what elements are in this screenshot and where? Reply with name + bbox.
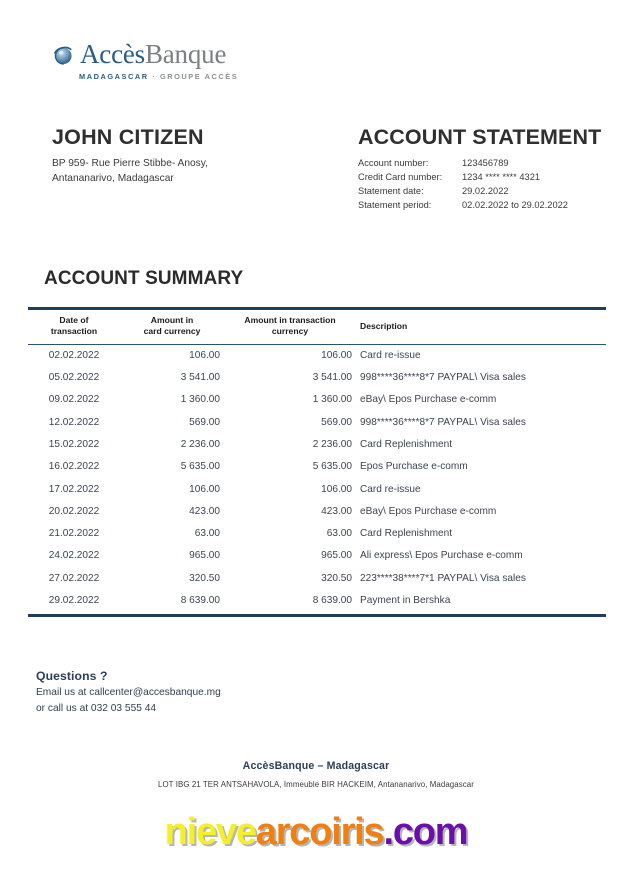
statement-field-statement-date	[358, 184, 608, 198]
field-label: Statement period:	[358, 200, 432, 211]
column-header-card-line1: Amount in	[150, 315, 194, 325]
logo-row	[52, 41, 238, 68]
questions-email-line: Email us at callcenter@accesbanque.mg	[36, 686, 221, 698]
cell-card-amount: 3 541.00	[180, 372, 220, 384]
table-row	[28, 501, 606, 523]
cell-description: Epos Purchase e-comm	[360, 461, 468, 473]
cell-card-amount: 569.00	[189, 416, 220, 428]
logo-wordmark	[80, 41, 226, 68]
questions-block	[36, 669, 221, 716]
logo-subtitle-country: MADAGASCAR	[79, 72, 149, 81]
cell-date: 16.02.2022	[48, 461, 100, 473]
cell-txn-amount: 63.00	[326, 528, 352, 540]
field-value: 123456789	[462, 157, 509, 168]
cell-date: 15.02.2022	[48, 438, 100, 450]
watermark-part-2: arcoiris	[255, 811, 384, 853]
statement-field-credit-card-number	[358, 170, 608, 184]
cell-date: 29.02.2022	[48, 595, 100, 607]
customer-name: JOHN CITIZEN	[52, 125, 204, 149]
logo-subtitle-separator: ·	[152, 72, 157, 81]
logo-subtitle-group: GROUPE ACCÈS	[159, 72, 239, 81]
field-value: 02.02.2022 to 29.02.2022	[462, 200, 568, 211]
cell-date: 21.02.2022	[48, 528, 100, 540]
table-row	[28, 523, 606, 545]
cell-txn-amount: 106.00	[321, 349, 352, 361]
cell-description: Card re-issue	[360, 483, 421, 495]
questions-title: Questions ?	[36, 669, 108, 683]
cell-description: 998****36****8*7 PAYPAL\ Visa sales	[360, 416, 526, 428]
table-row	[28, 367, 606, 389]
cell-txn-amount: 423.00	[321, 505, 352, 517]
field-label: Credit Card number:	[358, 171, 443, 182]
column-header-txn-line1: Amount in transaction	[244, 315, 336, 325]
cell-txn-amount: 106.00	[321, 483, 352, 495]
cell-txn-amount: 320.50	[321, 572, 352, 584]
table-row	[28, 389, 606, 411]
cell-card-amount: 423.00	[189, 505, 220, 517]
transactions-table-wrapper	[28, 307, 606, 617]
table-row	[28, 545, 606, 567]
cell-description: eBay\ Epos Purchase e-comm	[360, 505, 497, 517]
field-value: 29.02.2022	[462, 185, 509, 196]
statement-fields	[358, 156, 608, 213]
customer-address-line-1: BP 959- Rue Pierre Stibbe- Anosy,	[52, 157, 208, 169]
statement-title: ACCOUNT STATEMENT	[358, 125, 602, 149]
cell-card-amount: 5 635.00	[180, 461, 220, 473]
column-header-transaction-currency	[224, 309, 356, 345]
column-header-date	[28, 309, 120, 345]
globe-icon	[52, 44, 75, 67]
customer-block	[52, 126, 342, 186]
transactions-table	[28, 307, 606, 612]
cell-date: 02.02.2022	[48, 349, 100, 361]
cell-date: 17.02.2022	[48, 483, 100, 495]
customer-address-line-2: Antananarivo, Madagascar	[52, 172, 174, 184]
column-header-txn-line2: currency	[271, 326, 309, 337]
table-row	[28, 590, 606, 612]
cell-txn-amount: 5 635.00	[312, 461, 352, 473]
column-header-card-line2: card currency	[143, 326, 201, 337]
table-row	[28, 344, 606, 367]
bank-logo	[52, 41, 238, 81]
column-header-description: Description	[360, 320, 408, 331]
cell-date: 09.02.2022	[48, 394, 100, 406]
cell-card-amount: 106.00	[189, 349, 220, 361]
field-label: Statement date:	[358, 185, 424, 196]
table-row	[28, 412, 606, 434]
cell-description: Payment in Bershka	[360, 595, 451, 607]
statement-field-account-number	[358, 156, 608, 170]
table-row	[28, 478, 606, 500]
cell-txn-amount: 2 236.00	[312, 438, 352, 450]
questions-phone-line: or call us at 032 03 555 44	[36, 702, 157, 714]
cell-date: 05.02.2022	[48, 372, 100, 384]
column-header-date-line2: transaction	[50, 326, 98, 337]
cell-description: eBay\ Epos Purchase e-comm	[360, 394, 497, 406]
account-summary-heading: ACCOUNT SUMMARY	[44, 268, 244, 289]
table-bottom-rule	[28, 614, 606, 617]
cell-card-amount: 1 360.00	[180, 394, 220, 406]
statement-block	[358, 126, 608, 212]
column-header-date-line1: Date of	[59, 315, 89, 325]
cell-date: 24.02.2022	[48, 550, 100, 562]
cell-description: Card re-issue	[360, 349, 421, 361]
cell-txn-amount: 569.00	[321, 416, 352, 428]
logo-word-acces: Accès	[80, 39, 145, 69]
cell-description: 998****36****8*7 PAYPAL\ Visa sales	[360, 372, 526, 384]
cell-txn-amount: 8 639.00	[312, 595, 352, 607]
table-body	[28, 344, 606, 612]
watermark-part-1: nieve	[164, 811, 256, 853]
table-row	[28, 456, 606, 478]
footer-bank-name: AccèsBanque – Madagascar	[242, 760, 390, 772]
cell-description: 223****38****7*1 PAYPAL\ Visa sales	[360, 572, 526, 584]
cell-txn-amount: 965.00	[321, 550, 352, 562]
logo-word-banque: Banque	[144, 39, 227, 69]
cell-card-amount: 320.50	[189, 572, 220, 584]
cell-date: 12.02.2022	[48, 416, 100, 428]
table-row	[28, 434, 606, 456]
cell-description: Card Replenishment	[360, 438, 453, 450]
watermark-part-3: .com	[383, 811, 468, 853]
cell-description: Card Replenishment	[360, 528, 453, 540]
customer-address	[52, 156, 342, 186]
cell-date: 20.02.2022	[48, 505, 100, 517]
statement-field-statement-period	[358, 198, 608, 212]
cell-txn-amount: 1 360.00	[312, 394, 352, 406]
column-header-card-currency	[120, 309, 224, 345]
footer-bank-address: LOT IBG 21 TER ANTSAHAVOLA, Immeuble BIR HACKEIM, Antananarivo, Madagascar	[158, 780, 474, 789]
cell-card-amount: 965.00	[189, 550, 220, 562]
table-row	[28, 568, 606, 590]
cell-card-amount: 8 639.00	[180, 595, 220, 607]
table-header-row	[28, 309, 606, 345]
cell-txn-amount: 3 541.00	[312, 372, 352, 384]
table-head	[28, 309, 606, 345]
watermark	[0, 812, 632, 854]
cell-card-amount: 106.00	[189, 483, 220, 495]
cell-date: 27.02.2022	[48, 572, 100, 584]
page-footer	[0, 760, 632, 789]
cell-card-amount: 2 236.00	[180, 438, 220, 450]
cell-description: Ali express\ Epos Purchase e-comm	[360, 550, 523, 562]
cell-card-amount: 63.00	[194, 528, 220, 540]
field-value: 1234 **** **** 4321	[462, 171, 541, 182]
field-label: Account number:	[358, 157, 429, 168]
logo-subtitle	[79, 72, 238, 81]
